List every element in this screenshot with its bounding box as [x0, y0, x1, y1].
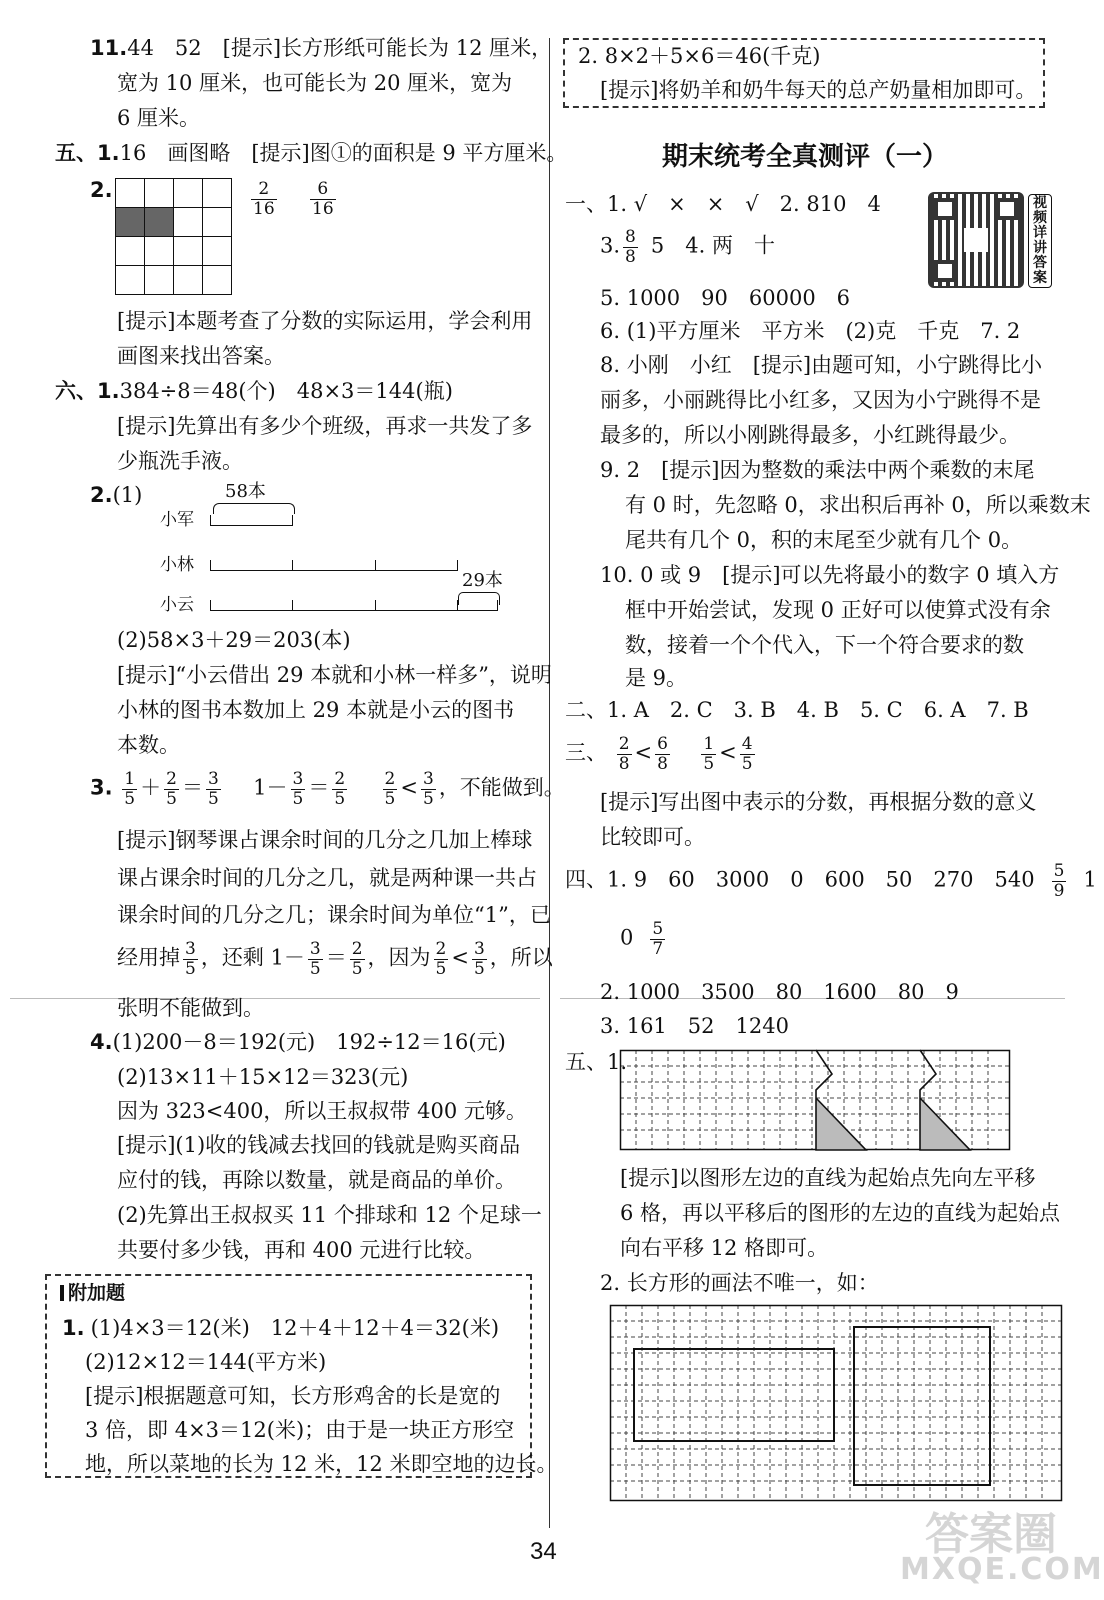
- bonus-title: 附加题: [60, 1284, 125, 1303]
- s3-hint-line2: 比较即可。: [600, 825, 705, 849]
- fraction-2-16: $\frac{2}{16}$: [253, 179, 275, 219]
- q6-4-number: 4.: [90, 1030, 113, 1054]
- s4-row1: 四、1. 9 60 3000 0 600 50 270 540 $\frac{5}{9}$ 1: [565, 861, 1097, 901]
- bar-xiaojun: [210, 515, 293, 526]
- q5-1-number: 五、1.: [55, 141, 120, 165]
- fold-line-left: [10, 998, 540, 999]
- q5-2-hint-line1: [提示]本题考查了分数的实际运用，学会利用: [117, 309, 533, 333]
- label-xiaojun: 小军: [160, 510, 194, 530]
- q6-3-hint-line3: 课余时间的几分之几；课余时间为单位“1”，已: [117, 903, 551, 927]
- s1-row7: 最多的，所以小刚跳得最多，小红跳得最少。: [600, 423, 1020, 447]
- q6-2-part2: (2)58×3＋29＝203(本): [117, 628, 351, 652]
- s2-answers: 二、1. A 2. C 3. B 4. B 5. C 6. A 7. B: [565, 698, 1029, 722]
- s4-row4: 3. 161 52 1240: [600, 1014, 789, 1038]
- label-29: 29本: [462, 570, 503, 591]
- q6-3-hint-line5: 张明不能做到。: [117, 996, 264, 1020]
- section-title: 期末统考全真测评（一）: [662, 142, 949, 172]
- s5-hint-line2: 6 格，再以平移后的图形的左边的直线为起始点: [620, 1201, 1061, 1225]
- brace-58: [213, 503, 295, 514]
- q6-1-number: 六、1.: [55, 379, 120, 403]
- label-58: 58本: [225, 481, 266, 502]
- s1-row9: 有 0 时，先忽略 0，求出积后再补 0，所以乘数末: [625, 493, 1091, 517]
- q6-2-hint-line3: 本数。: [117, 733, 180, 757]
- s4-row2: 0 $\frac{5}{7}$: [620, 919, 664, 959]
- bonus-line5: 地，所以菜地的长为 12 米，12 米即空地的边长。: [85, 1452, 558, 1476]
- q6-4-line5: 应付的钱，再除以数量，就是商品的单价。: [117, 1168, 516, 1192]
- fraction-grid: [115, 178, 231, 294]
- translation-grid: [620, 1050, 1010, 1150]
- s1-row3: 5. 1000 90 60000 6: [600, 286, 851, 310]
- bonus-line1: (1)4×3＝12(米) 12＋4＋12＋4＝32(米): [90, 1316, 500, 1340]
- page-number: 34: [530, 1538, 557, 1565]
- q6-4-line6: (2)先算出王叔叔买 11 个排球和 12 个足球一: [117, 1203, 542, 1227]
- q11-line1: 44 52 [提示]长方形纸可能长为 12 厘米，: [127, 36, 553, 60]
- q5-2-number: 2.: [90, 178, 113, 202]
- s5-hint-line3: 向右平移 12 格即可。: [620, 1236, 829, 1260]
- q6-2-number: 2.: [90, 483, 113, 507]
- q6-3-hint-line4: 经用掉 $\frac{3}{5}$ ，还剩 1－ $\frac{3}{5}$ ＝ $\frac{2}{5}$ ，因为 $\frac{2}{5}$ < $\frac{3}{5}$ ，所以: [117, 939, 553, 979]
- top-line2: [提示]将奶羊和奶牛每天的总产奶量相加即可。: [600, 78, 1037, 102]
- q6-4-line3: 因为 323<400，所以王叔叔带 400 元够。: [117, 1099, 527, 1123]
- s1-row1: 一、1. √ × × √ 2. 810 4: [565, 192, 881, 216]
- s1-row12: 框中开始尝试，发现 0 正好可以使算式没有余: [625, 598, 1051, 622]
- q5-1-text: 16 画图略 [提示]图①的面积是 9 平方厘米。: [119, 141, 568, 165]
- q6-3-hint-line1: [提示]钢琴课占课余时间的几分之几加上棒球: [117, 828, 533, 852]
- s1-row8: 9. 2 [提示]因为整数的乘法中两个乘数的末尾: [600, 458, 1035, 482]
- s5-q2: 2. 长方形的画法不唯一，如：: [600, 1271, 879, 1295]
- q6-1-hint-line1: [提示]先算出有多少个班级，再求一共发了多: [117, 414, 533, 438]
- rectangle-grid: [610, 1305, 1062, 1501]
- fraction-6-16: $\frac{6}{16}$: [312, 179, 334, 219]
- label-xiaoyun: 小云: [160, 595, 194, 615]
- q6-1-text: 384÷8＝48(个) 48×3＝144(瓶): [119, 379, 453, 403]
- q6-4-line1: (1)200－8＝192(元) 192÷12＝16(元): [112, 1030, 506, 1054]
- bonus-1-number: 1.: [62, 1316, 85, 1340]
- bar-xiaolin: [210, 560, 458, 571]
- s1-row10: 尾共有几个 0，积的末尾至少就有几个 0。: [625, 528, 1023, 552]
- s5-hint-line1: [提示]以图形左边的直线为起始点先向左平移: [620, 1166, 1036, 1190]
- q5-2-hint-line2: 画图来找出答案。: [117, 344, 285, 368]
- bar-xiaoyun: [210, 600, 498, 611]
- s1-row4: 6. (1)平方厘米 平方米 (2)克 千克 7. 2: [600, 319, 1021, 343]
- bonus-line3: [提示]根据题意可知，长方形鸡舍的长是宽的: [85, 1384, 501, 1408]
- s5-number: 五、1.: [565, 1050, 628, 1074]
- s4-row3: 2. 1000 3500 80 1600 80 9: [600, 980, 959, 1004]
- q6-1-hint-line2: 少瓶洗手液。: [117, 449, 243, 473]
- q6-2-hint-line2: 小林的图书本数加上 29 本就是小云的图书: [117, 698, 515, 722]
- q6-4-line2: (2)13×11＋15×12＝323(元): [117, 1065, 409, 1089]
- s1-row5: 8. 小刚 小红 [提示]由题可知，小宁跳得比小: [600, 353, 1043, 377]
- q6-3-hint-line2: 课占课余时间的几分之几，就是两种课一共占: [117, 866, 537, 890]
- s1-row14: 是 9。: [625, 666, 688, 690]
- s1-row2: 3. $\frac{8}{8}$ 5 4. 两 十: [600, 227, 775, 267]
- s3-hint-line1: [提示]写出图中表示的分数，再根据分数的意义: [600, 790, 1037, 814]
- qr-label: 视频详讲答案: [1028, 194, 1052, 288]
- s1-row6: 丽多，小丽跳得比小红多，又因为小宁跳得不是: [600, 388, 1041, 412]
- q6-2-hint-line1: [提示]“小云借出 29 本就和小林一样多”，说明: [117, 663, 552, 687]
- q6-4-line4: [提示](1)收的钱减去找回的钱就是购买商品: [117, 1133, 521, 1157]
- qr-code: [928, 192, 1024, 288]
- bonus-line2: (2)12×12＝144(平方米): [85, 1350, 327, 1374]
- q6-3-equation: 3. $\frac{1}{5}$ ＋ $\frac{2}{5}$ ＝ $\frac{3}{5}$ 1－ $\frac{3}{5}$ ＝ $\frac{2}{5}$ $\frac{2}{5}$ < $\frac{3}{5}$ ，不能做到。: [90, 769, 565, 809]
- q6-4-line7: 共要付多少钱，再和 400 元进行比较。: [117, 1238, 486, 1262]
- q6-2-part1: (1): [112, 483, 143, 507]
- s1-row11: 10. 0 或 9 [提示]可以先将最小的数字 0 填入方: [600, 563, 1060, 587]
- s1-row13: 数，接着一个个代入，下一个符合要求的数: [625, 633, 1024, 657]
- q11-number: 11.: [90, 36, 128, 60]
- top-line1: 2. 8×2＋5×6＝46(千克): [578, 44, 821, 68]
- bonus-box: [45, 1274, 532, 1478]
- q11-line2: 宽为 10 厘米，也可能长为 20 厘米，宽为: [117, 71, 513, 95]
- s3-answers: 三、 $\frac{2}{8}$ < $\frac{6}{8}$ $\frac{1}{5}$ < $\frac{4}{5}$: [565, 734, 753, 774]
- bonus-line4: 3 倍，即 4×3＝12(米)；由于是一块正方形空: [85, 1418, 515, 1442]
- q11-line3: 6 厘米。: [117, 106, 201, 130]
- label-xiaolin: 小林: [160, 555, 194, 575]
